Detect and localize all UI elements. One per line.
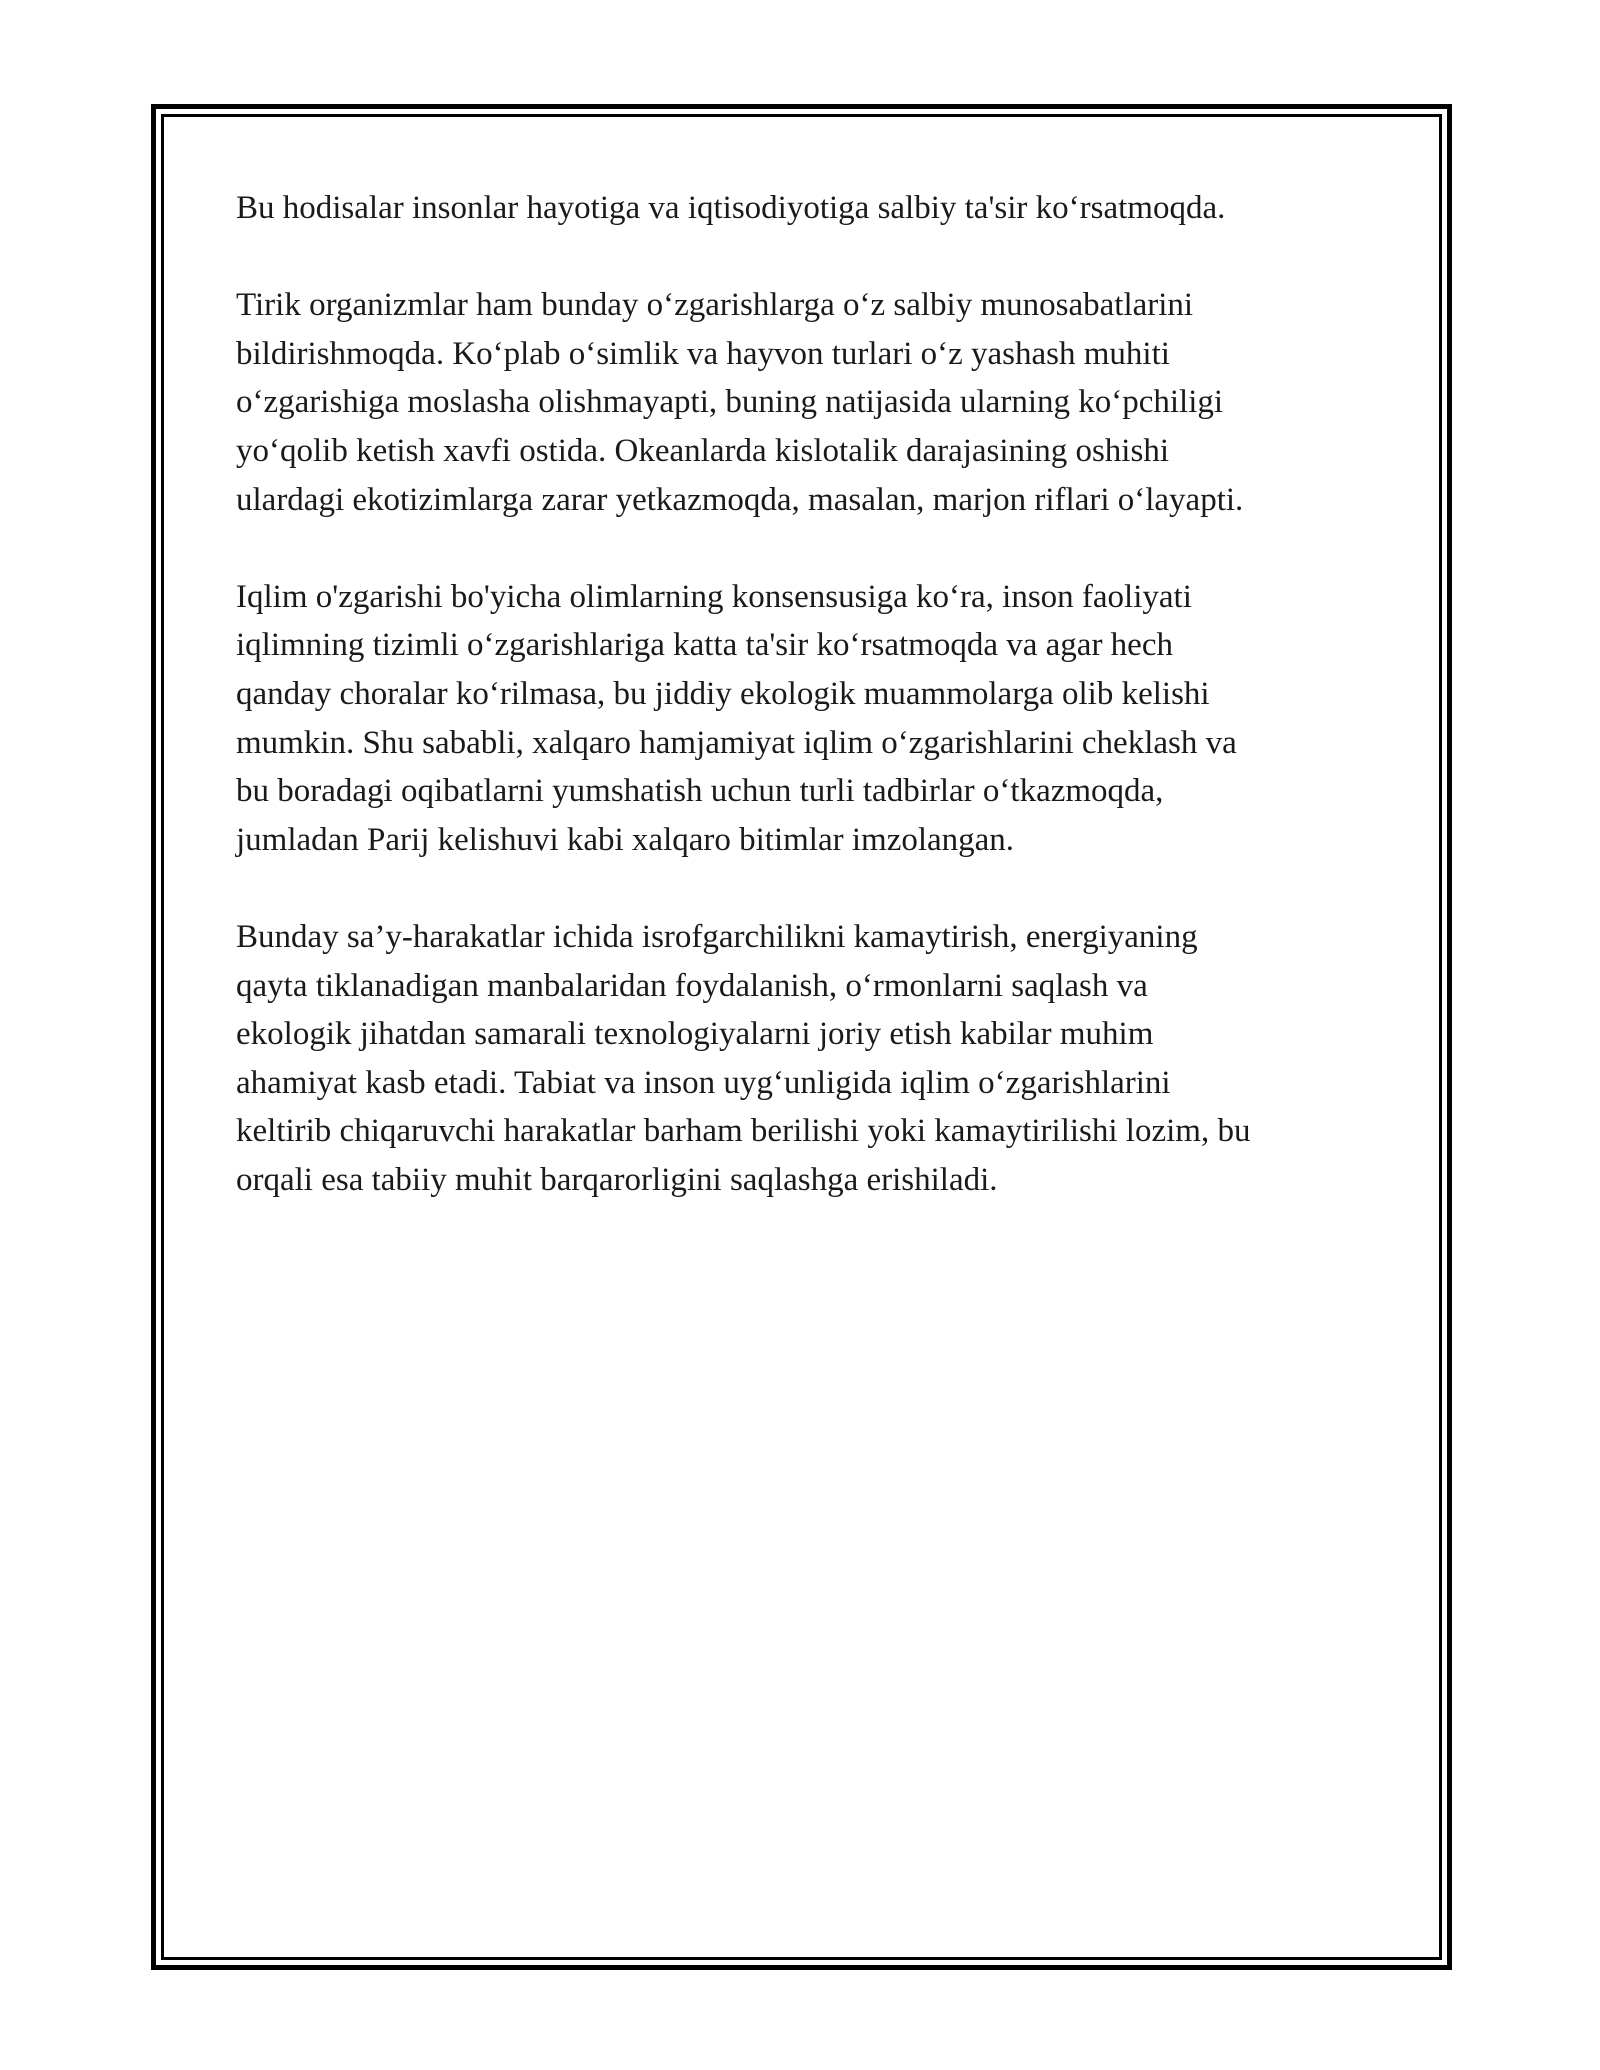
text-line: Bu hodisalar insonlar hayotiga va iqtisodiyotiga salbiy ta'sir ko‘rsatmoqda. xyxy=(236,190,1226,226)
text-line: Bunday sa’y-harakatlar ichida isrofgarchilikni kamaytirish, energiyaning xyxy=(236,918,1198,955)
text-line: keltirib chiqaruvchi harakatlar barham berilishi yoki kamaytirilishi lozim, bu xyxy=(236,1113,1251,1150)
document-body xyxy=(236,184,1376,1253)
text-line: ahamiyat kasb etadi. Tabiat va inson uyg‘unligida iqlim o‘zgarishlarini xyxy=(236,1064,1171,1101)
text-line: bildirishmoqda. Ko‘plab o‘simlik va hayvon turlari o‘z yashash muhiti xyxy=(236,335,1170,372)
text-line: iqlimning tizimli o‘zgarishlariga katta ta'sir ko‘rsatmoqda va agar hech xyxy=(236,627,1173,664)
paragraph-4 xyxy=(236,913,1376,1205)
text-line: bu boradagi oqibatlarni yumshatish uchun turli tadbirlar o‘tkazmoqda, xyxy=(236,773,1164,810)
text-line: Tirik organizmlar ham bunday o‘zgarishlarga o‘z salbiy munosabatlarini xyxy=(236,287,1194,324)
text-line: ulardagi ekotizimlarga zarar yetkazmoqda, masalan, marjon riflari o‘layapti. xyxy=(236,481,1244,518)
text-line: o‘zgarishiga moslasha olishmayapti, buning natijasida ularning ko‘pchiligi xyxy=(236,384,1224,421)
text-line: jumladan Parij kelishuvi kabi xalqaro bitimlar imzolangan. xyxy=(236,821,1015,858)
text-line: qanday choralar ko‘rilmasa, bu jiddiy ekologik muammolarga olib kelishi xyxy=(236,675,1210,712)
text-line: Iqlim o'zgarishi bo'yicha olimlarning konsensusiga ko‘ra, inson faoliyati xyxy=(236,578,1192,615)
text-line: qayta tiklanadigan manbalaridan foydalanish, o‘rmonlarni saqlash va xyxy=(236,967,1148,1004)
text-line: mumkin. Shu sababli, xalqaro hamjamiyat iqlim o‘zgarishlarini cheklash va xyxy=(236,724,1237,761)
text-line: yo‘qolib ketish xavfi ostida. Okeanlarda kislotalik darajasining oshishi xyxy=(236,432,1169,469)
paragraph-2 xyxy=(236,281,1376,524)
paragraph-3 xyxy=(236,573,1376,865)
text-line: ekologik jihatdan samarali texnologiyalarni joriy etish kabilar muhim xyxy=(236,1016,1154,1053)
paragraph-1 xyxy=(236,184,1376,233)
text-line: orqali esa tabiiy muhit barqarorligini saqlashga erishiladi. xyxy=(236,1161,998,1198)
